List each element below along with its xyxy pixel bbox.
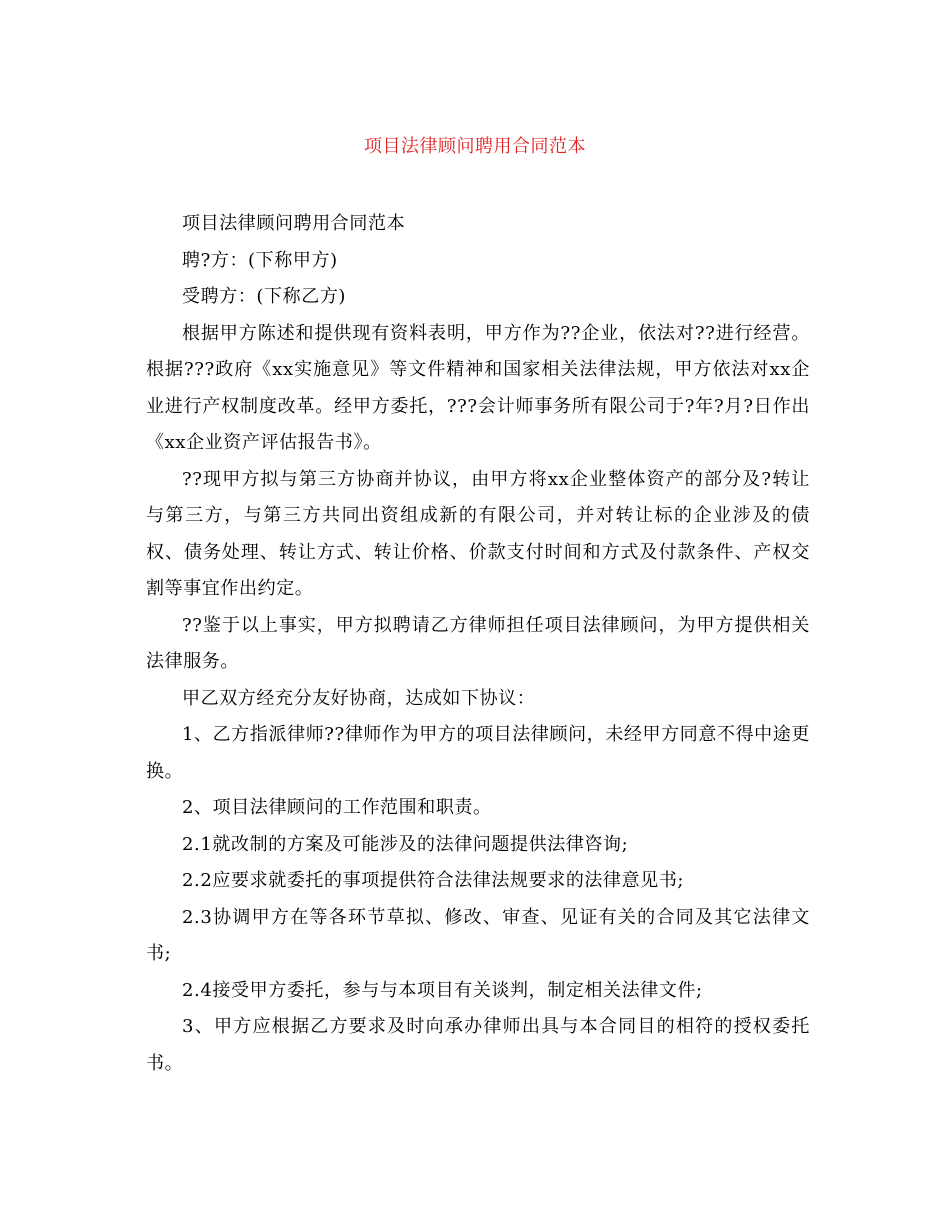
paragraph: 1、乙方指派律师??律师作为甲方的项目法律顾问，未经甲方同意不得中途更换。: [146, 724, 810, 782]
document-body: [146, 206, 810, 1082]
paragraph: 甲乙双方经充分友好协商，达成如下协议：: [182, 687, 536, 709]
paragraph: 2.1就改制的方案及可能涉及的法律问题提供法律咨询;: [182, 833, 629, 855]
paragraph: 2.2应要求就委托的事项提供符合法律法规要求的法律意见书;: [182, 870, 685, 891]
paragraph: 2.3协调甲方在等各环节草拟、修改、审查、见证有关的合同及其它法律文书;: [146, 906, 810, 964]
paragraph: 2.4接受甲方委托，参与与本项目有关谈判，制定相关法律文件;: [182, 979, 703, 1001]
paragraph: ??现甲方拟与第三方协商并协议，由甲方将xx企业整体资产的部分及?转让与第三方，与第三方共同出资组成新的有限公司，并对转让标的企业涉及的债权、债务处理、转让方式、转让价格、价款支付时间和方式及付款条件、产权交割等事宜作出约定。: [146, 468, 810, 599]
paragraph: 项目法律顾问聘用合同范本: [182, 213, 406, 234]
paragraph: ??鉴于以上事实，甲方拟聘请乙方律师担任项目法律顾问，为甲方提供相关法律服务。: [146, 614, 810, 672]
paragraph: 3、甲方应根据乙方要求及时向承办律师出具与本合同目的相符的授权委托书。: [146, 1016, 810, 1074]
paragraph: 聘?方：(下称甲方): [182, 249, 338, 271]
document-title: 项目法律顾问聘用合同范本: [364, 136, 586, 157]
paragraph: 2、项目法律顾问的工作范围和职责。: [182, 797, 492, 818]
paragraph: 受聘方：(下称乙方): [182, 286, 347, 307]
paragraph: 根据甲方陈述和提供现有资料表明，甲方作为??企业，依法对??进行经营。根据???政府《xx实施意见》等文件精神和国家相关法律法规，甲方依法对xx企业进行产权制度改革。经甲方委托，???会计师事务所有限公司于?年?月?日作出《xx企业资产评估报告书》。: [146, 322, 810, 453]
